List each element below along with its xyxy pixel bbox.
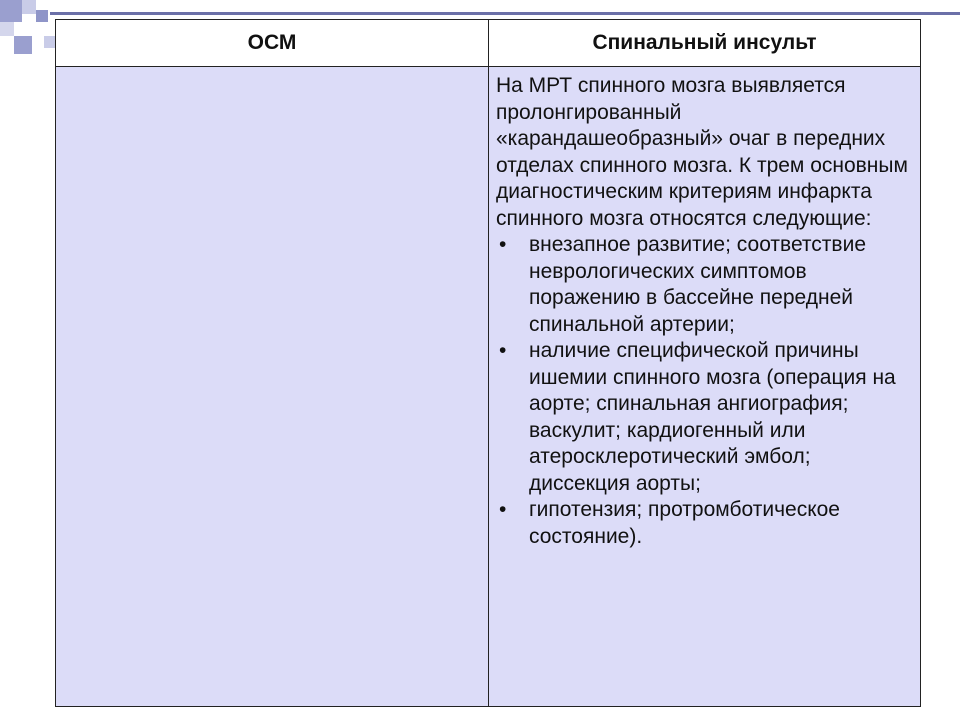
header-osm: ОСМ [56, 20, 489, 67]
bullet-icon: • [499, 339, 507, 362]
list-item-text: внезапное развитие; соответствие неврологических симптомов поражению в бассейне передней спинальной артерии; [529, 233, 866, 336]
comparison-table [55, 19, 921, 707]
bullet-icon: • [499, 233, 507, 256]
list-item [496, 497, 912, 550]
osm-cell [56, 67, 489, 707]
table-row [56, 67, 921, 707]
list-item [496, 338, 912, 497]
bullet-icon: • [499, 498, 507, 521]
table-header-row [56, 20, 921, 67]
list-item-text: гипотензия; протромботическое состояние). [529, 498, 840, 548]
list-item [496, 232, 912, 338]
title-rule [50, 12, 960, 15]
decorative-square [0, 0, 22, 22]
intro-paragraph: На МРТ спинного мозга выявляется пролонгированный «карандашеобразный» очаг в передних отделах спинного мозга. К трем основным диагностическим критериям инфаркта спинного мозга относятся следующие: [496, 74, 908, 230]
list-item-text: наличие специфической причины ишемии спинного мозга (операция на аорте; спинальная ангиография; васкулит; кардиогенный или атеросклеротический эмбол; диссекция аорты; [529, 339, 896, 495]
decorative-square [14, 36, 32, 54]
spinal-stroke-cell [489, 67, 921, 707]
criteria-list [496, 232, 912, 550]
decorative-square [36, 10, 48, 22]
decorative-square [0, 22, 14, 36]
header-spinal-stroke: Спинальный инсульт [489, 20, 921, 67]
decorative-square [22, 0, 36, 14]
